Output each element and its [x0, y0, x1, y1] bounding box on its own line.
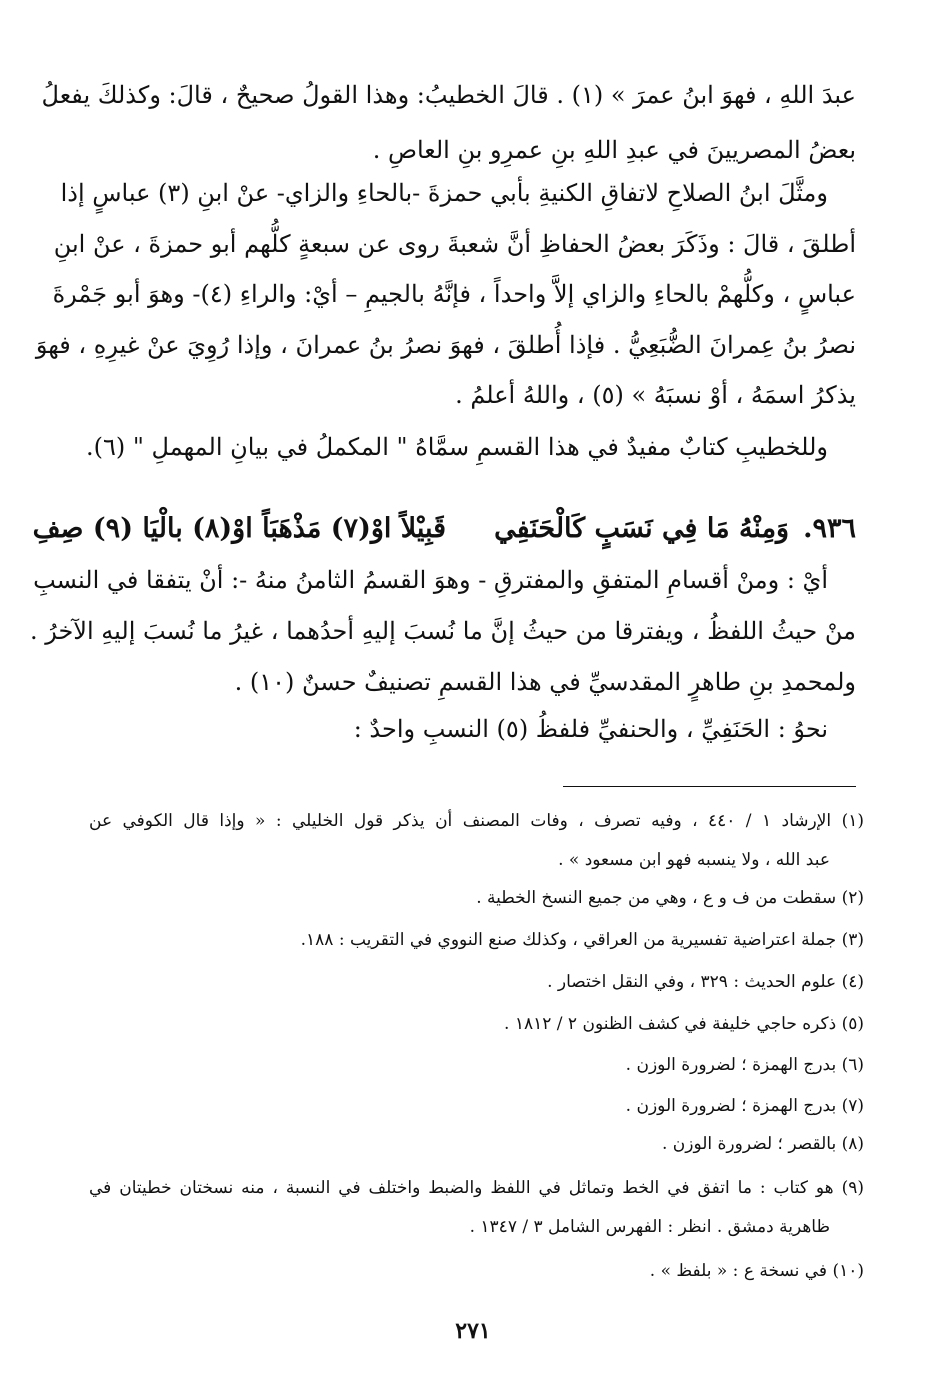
body-line-7: يذكرُ اسمَهُ ، أوْ نسبَهُ » (٥) ، واللهُ أعلمُ . — [455, 381, 856, 409]
footnote-7: (٧) بدرج الهمزة ؛ لضرورة الوزن . — [625, 1096, 864, 1116]
footnote-4: (٤) علوم الحديث : ٣٢٩ ، وفي النقل اختصار . — [547, 972, 864, 992]
body-line-6: نصرُ بنُ عِمرانَ الضُّبَعِيُّ . فإذا أُطلقَ ، فهوَ نصرُ بنُ عمرانَ ، وإذا رُوِيَ عنْ غيرِهِ ، فهوَ — [35, 331, 856, 359]
footnote-3: (٣) جملة اعتراضية تفسيرية من العراقي ، وكذلك صنع النووي في التقريب : ١٨٨. — [300, 930, 864, 950]
body-line-1: عبدَ اللهِ ، فهوَ ابنُ عمرَ » (١) . قالَ الخطيبُ: وهذا القولُ صحيحٌ ، قالَ: وكذلكَ يفعلُ — [41, 81, 856, 109]
body-line-8: وللخطيبِ كتابٌ مفيدٌ في هذا القسمِ سمَّاهُ " المكملُ في بيانِ المهملِ " (٦). — [86, 433, 828, 461]
body-line-10: منْ حيثُ اللفظُ ، ويفترقا من حيثُ إنَّ ما نُسبَ إليهِ أحدُهما ، غيرُ ما نُسبَ إليهِ الآخرُ . — [29, 617, 856, 645]
footnote-9-continued: ظاهرية دمشق . انظر : الفهرس الشامل ٣ / ١٣٤٧ . — [469, 1217, 830, 1237]
body-line-5: عباسٍ ، وكلُّهمْ بالحاءِ والزاي إلاَّ واحداً ، فإنَّهُ بالجيمِ – أيْ: والراءِ (٤)- وهوَ أبو جَمْرةَ — [52, 280, 856, 308]
page-number: ٢٧١ — [455, 1318, 491, 1344]
body-line-2: بعضُ المصريينَ في عبدِ اللهِ بنِ عمرِو بنِ العاصِ . — [372, 136, 856, 164]
footnote-1-continued: عبد الله ، ولا ينسبه فهو ابن مسعود » . — [558, 850, 830, 870]
verse-first-hemistich: وَمِنْهُ مَا فِي نَسَبٍ كَالْحَنَفِي — [494, 512, 790, 544]
verse-line — [32, 508, 856, 548]
footnote-6: (٦) بدرج الهمزة ؛ لضرورة الوزن . — [625, 1055, 864, 1075]
body-line-4: أطلقَ ، قالَ : وذَكَرَ بعضُ الحفاظِ أنَّ شعبةَ روى عن سبعةٍ كلُّهم أبو حمزةَ ، عنْ ابنِ — [53, 230, 856, 258]
verse-number: ٩٣٦. — [803, 512, 856, 544]
body-line-3: ومثَّلَ ابنُ الصلاحِ لاتفاقِ الكنيةِ بأبي حمزةَ -بالحاءِ والزاي- عنْ ابنِ (٣) عباسٍ إذا — [60, 179, 828, 207]
footnote-10: (١٠) في نسخة ع : « بلفظ » . — [649, 1261, 864, 1281]
body-line-12: نحوُ : الحَنَفِيِّ ، والحنفيِّ فلفظُ (٥) النسبِ واحدٌ : — [353, 715, 828, 743]
footnote-1: (١) الإرشاد ١ / ٤٤٠ ، وفيه تصرف ، وفات المصنف أن يذكر قول الخليلي : « وإذا قال الكوفي عن — [89, 811, 864, 831]
footnote-9: (٩) هو كتاب : ما اتفق في الخط وتماثل في اللفظ والضبط واختلف في النسبة ، منه نسختان خطيتان في — [89, 1178, 864, 1198]
footnote-8: (٨) بالقصر ؛ لضرورة الوزن . — [661, 1134, 864, 1154]
body-line-11: ولمحمدِ بنِ طاهرٍ المقدسيِّ في هذا القسمِ تصنيفٌ حسنٌ (١٠) . — [234, 668, 856, 696]
footnote-2: (٢) سقطت من ف و ع ، وهي من جميع النسخ الخطية . — [476, 888, 864, 908]
body-line-9: أيْ : ومنْ أقسامِ المتفقِ والمفترقِ - وهوَ القسمُ الثامنُ منهُ -: أنْ يتفقا في النسبِ — [33, 566, 828, 594]
footnote-separator — [563, 786, 856, 787]
footnote-5: (٥) ذكره حاجي خليفة في كشف الظنون ٢ / ١٨١٢ . — [504, 1014, 864, 1034]
verse-second-hemistich: قَبِيْلاً اوْ(٧) مَذْهَبَاً اوْ(٨) بالْيَا (٩) صِفِ — [32, 512, 447, 544]
